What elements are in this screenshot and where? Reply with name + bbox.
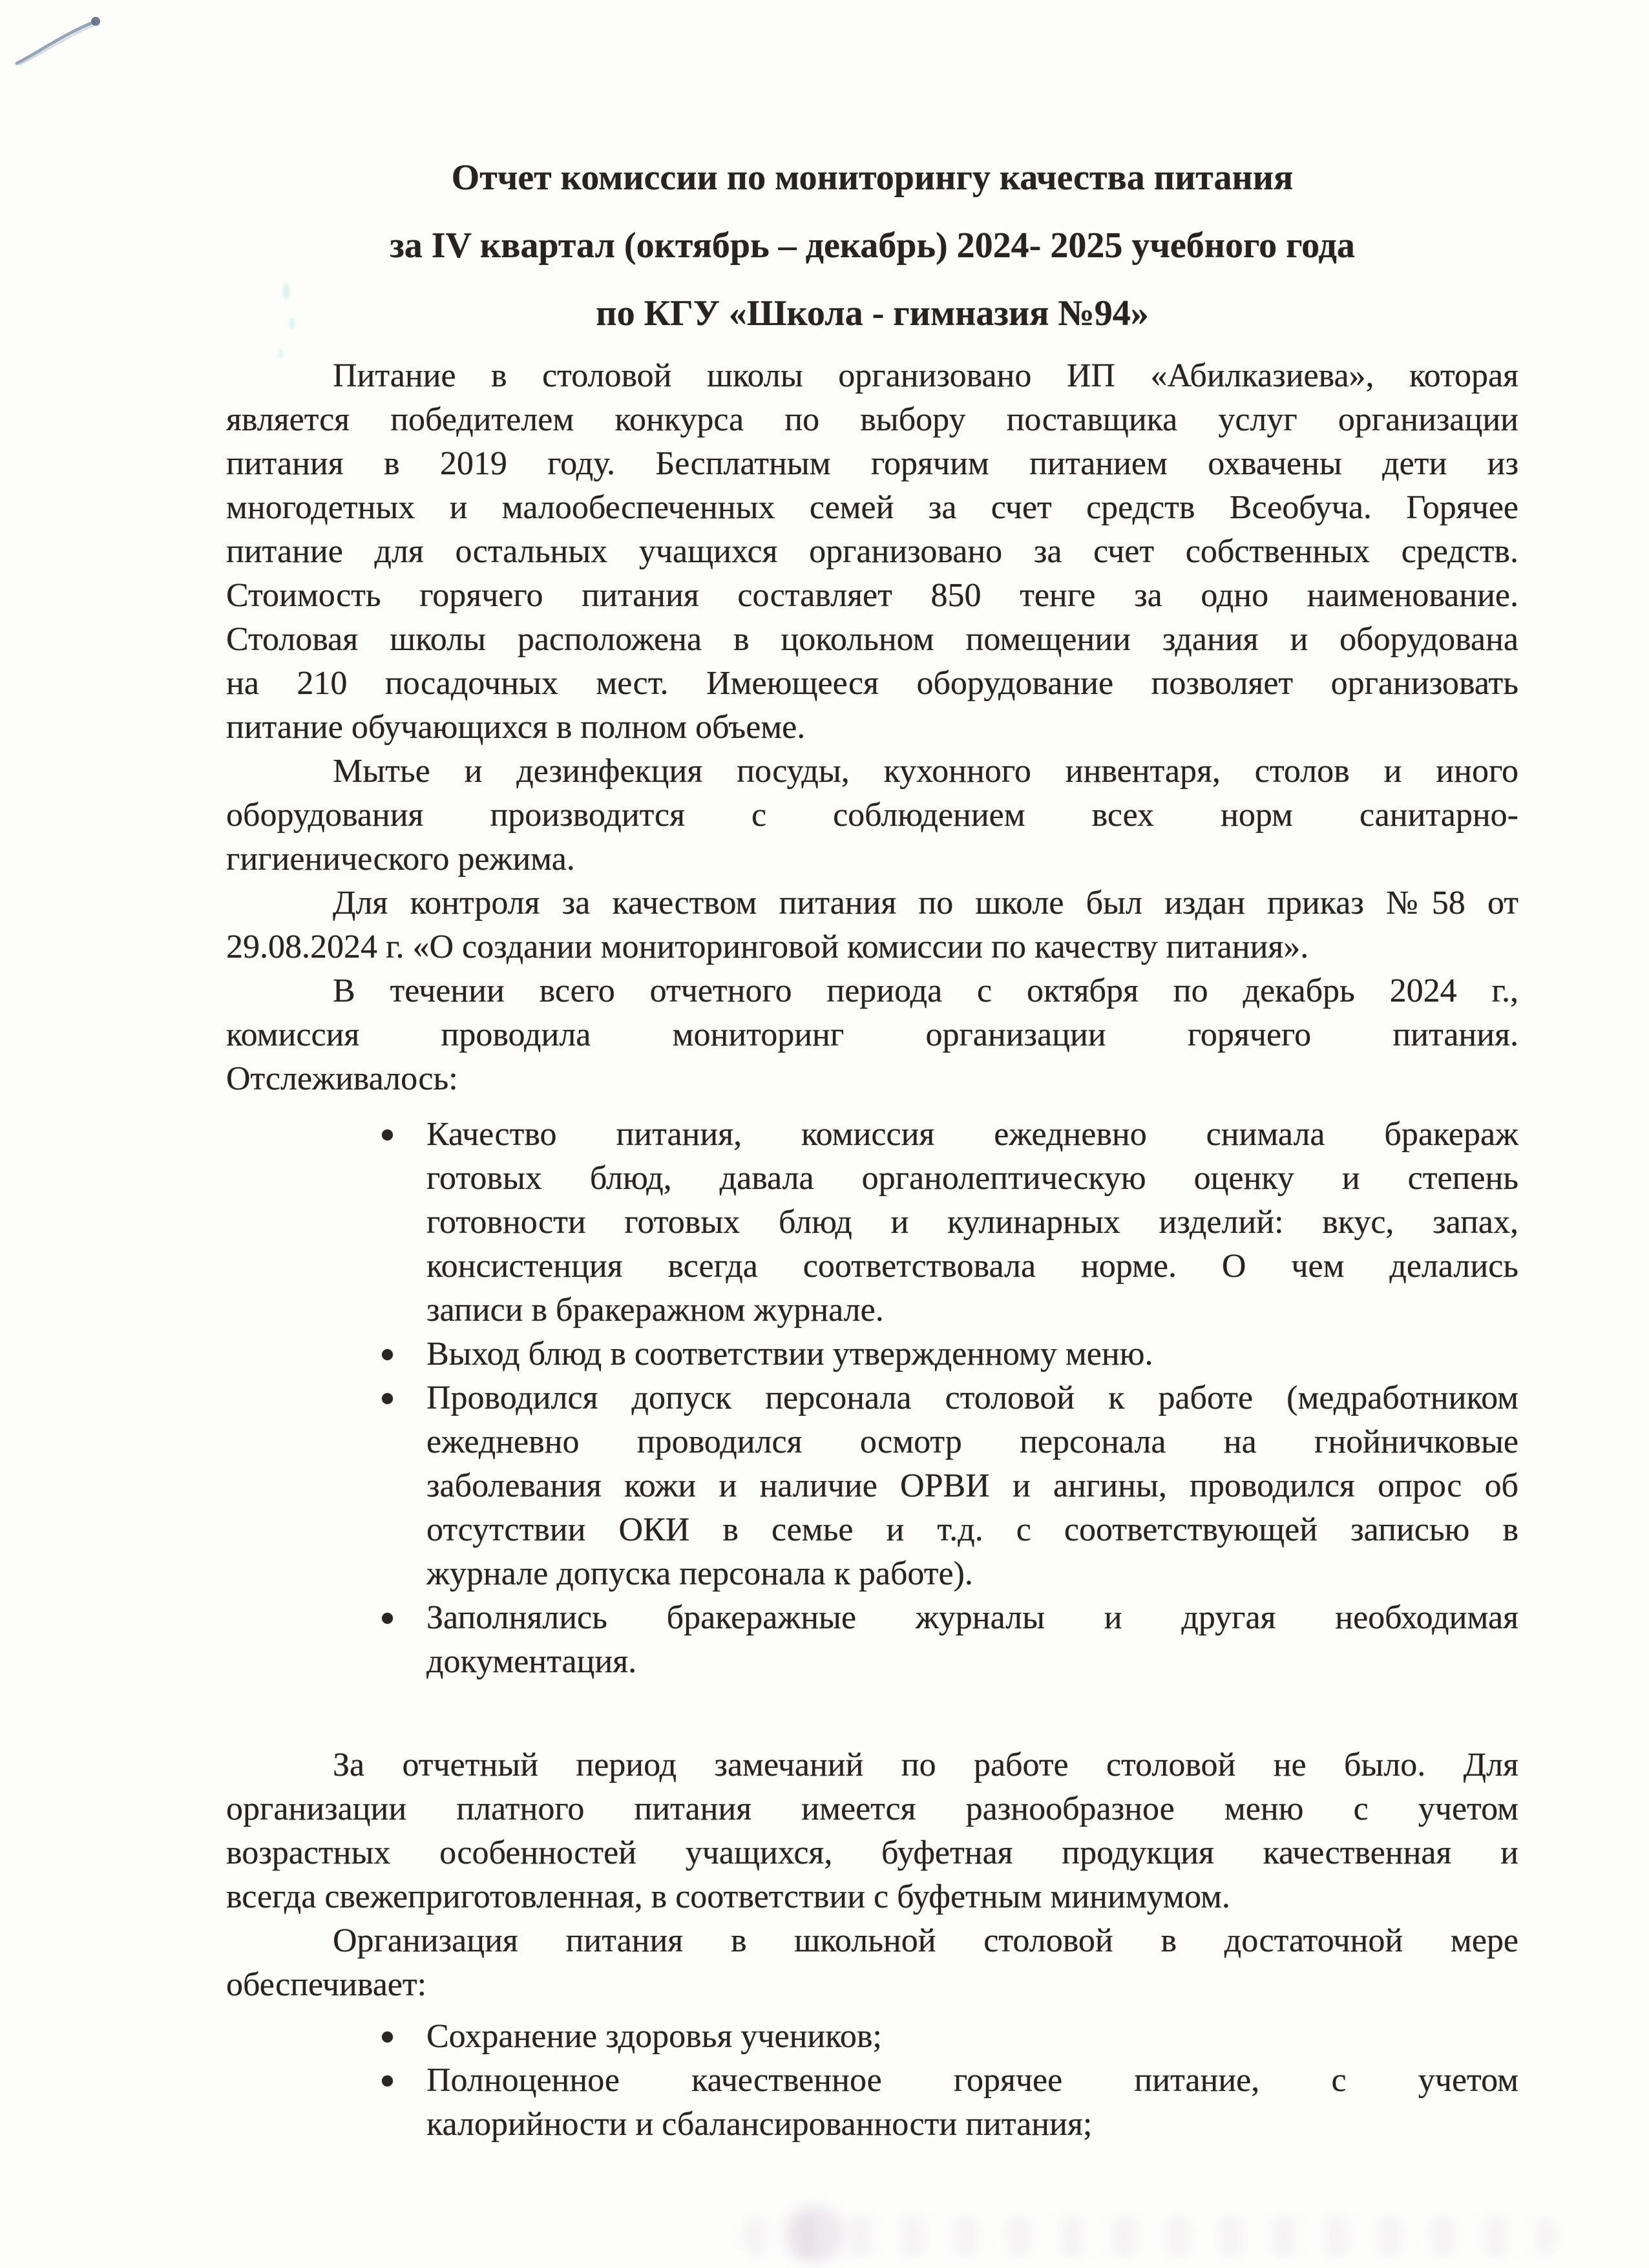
list-item (226, 1376, 1518, 1596)
bullet-marker (226, 1332, 426, 1376)
paragraph-line: Стоимость горячего питания составляет 850 тенге за одно наименование. (226, 577, 1518, 614)
list-item-line: Полноценное качественное горячее питание, с учетом (426, 2062, 1518, 2099)
bullet-marker (226, 1376, 426, 1596)
paragraph-line: За отчетный период замечаний по работе столовой не было. Для (333, 1747, 1518, 1783)
paragraph-line: гигиенического режима. (226, 841, 575, 877)
paragraph-line: является победителем конкурса по выбору поставщика услуг организации (226, 401, 1518, 438)
list-item-text (426, 2059, 1518, 2147)
monitoring-bullet-list (226, 1113, 1518, 1684)
list-item-line: заболевания кожи и наличие ОРВИ и ангины, проводился опрос об (426, 1467, 1518, 1504)
list-item-line: готовности готовых блюд и кулинарных изделий: вкус, запах, (426, 1204, 1518, 1241)
list-item-line: Качество питания, комиссия ежедневно снимала бракераж (426, 1116, 1518, 1153)
list-item-line: отсутствии ОКИ в семье и т.д. с соответствующей записью в (426, 1511, 1518, 1548)
bullet-dot-icon (382, 1349, 393, 1360)
bullet-marker (226, 2015, 426, 2059)
bullet-marker (226, 1113, 426, 1332)
paragraph-line: 29.08.2024 г. «О создании мониторинговой комиссии по качеству питания». (226, 929, 1309, 965)
paragraph-line: питания в 2019 году. Бесплатным горячим питанием охвачены дети из (226, 445, 1518, 482)
bullet-dot-icon (382, 1613, 393, 1624)
paragraph-line: оборудования производится с соблюдением всех норм санитарно- (226, 797, 1518, 834)
paragraph-line: Столовая школы расположена в цокольном помещении здания и оборудована (226, 621, 1518, 658)
bullet-dot-icon (382, 1129, 393, 1140)
list-item-line: калорийности и сбалансированности питания; (426, 2106, 1093, 2143)
list-item (226, 2015, 1518, 2059)
paragraph-line: комиссия проводила мониторинг организации горячего питания. (226, 1016, 1518, 1053)
paragraph-line: Мытье и дезинфекция посуды, кухонного инвентаря, столов и иного (333, 753, 1518, 790)
report-body (226, 354, 1518, 2147)
list-item (226, 2059, 1518, 2147)
scan-bleed-through (743, 2218, 1557, 2255)
paragraph-provides (226, 1919, 1518, 2007)
title-line-2: за IV квартал (октябрь – декабрь) 2024- 2025 учебного года (390, 226, 1355, 266)
list-item-line: Проводился допуск персонала столовой к работе (медработником (426, 1380, 1518, 1416)
bullet-marker (226, 2059, 426, 2147)
list-item-line: готовых блюд, давала органолептическую оценку и степень (426, 1160, 1518, 1197)
list-item-line: документация. (426, 1643, 637, 1680)
paragraph-line: питание для остальных учащихся организовано за счет собственных средств. (226, 533, 1518, 570)
list-item-line: записи в бракеражном журнале. (426, 1292, 884, 1328)
paragraph-line: Для контроля за качеством питания по школе был издан приказ №58 от (333, 885, 1518, 921)
paragraph-order (226, 881, 1518, 969)
paragraph-line: Отслеживалось: (226, 1060, 458, 1097)
paragraph-line: на 210 посадочных мест. Имеющееся оборудование позволяет организовать (226, 665, 1518, 702)
paragraph-line: возрастных особенностей учащихся, буфетная продукция качественная и (226, 1834, 1518, 1871)
paragraph-no-remarks (226, 1743, 1518, 1919)
bullet-dot-icon (382, 2075, 393, 2086)
bullet-dot-icon (382, 2032, 393, 2042)
paragraph-line: питание обучающихся в полном объеме. (226, 709, 806, 746)
list-item-text (426, 1113, 1518, 1332)
list-item-text (426, 2015, 1518, 2059)
list-item-line: Сохранение здоровья учеников; (426, 2018, 882, 2055)
paragraph-food-provider (226, 354, 1518, 750)
list-item-line: Выход блюд в соответствии утвержденному меню. (426, 1336, 1153, 1372)
paragraph-line: всегда свежеприготовленная, в соответствии с буфетным минимумом. (226, 1878, 1230, 1915)
list-item-text (426, 1376, 1518, 1596)
list-item-line: Заполнялись бракеражные журналы и другая необходимая (426, 1599, 1518, 1636)
paragraph-sanitary (226, 750, 1518, 881)
pen-stroke-artifact (0, 0, 168, 103)
title-line-3: по КГУ «Школа - гимназия №94» (596, 293, 1149, 333)
paragraph-line: обеспечивает: (226, 1966, 427, 2003)
list-item-text (426, 1596, 1518, 1684)
list-item-line: консистенция всегда соответствовала норме. О чем делались (426, 1248, 1518, 1285)
list-item (226, 1113, 1518, 1332)
paragraph-line: многодетных и малообеспеченных семей за счет средств Всеобуча. Горячее (226, 489, 1518, 526)
bullet-dot-icon (382, 1393, 393, 1404)
list-item (226, 1332, 1518, 1376)
list-item-line: журнале допуска персонала к работе). (426, 1555, 973, 1592)
list-item-text (426, 1332, 1518, 1376)
list-item-line: ежедневно проводился осмотр персонала на гнойничковые (426, 1423, 1518, 1460)
list-item (226, 1596, 1518, 1684)
paragraph-line: Питание в столовой школы организовано ИП «Абилказиева», которая (333, 357, 1518, 394)
title-line-1: Отчет комиссии по мониторингу качества питания (451, 158, 1294, 198)
paragraph-line: организации платного питания имеется разнообразное меню с учетом (226, 1790, 1518, 1827)
bullet-marker (226, 1596, 426, 1684)
paragraph-line: Организация питания в школьной столовой в достаточной мере (333, 1922, 1518, 1959)
provides-bullet-list (226, 2015, 1518, 2147)
paragraph-monitoring-period (226, 969, 1518, 1101)
paragraph-line: В течении всего отчетного периода с октября по декабрь 2024 г., (333, 972, 1518, 1009)
report-title (226, 144, 1518, 348)
